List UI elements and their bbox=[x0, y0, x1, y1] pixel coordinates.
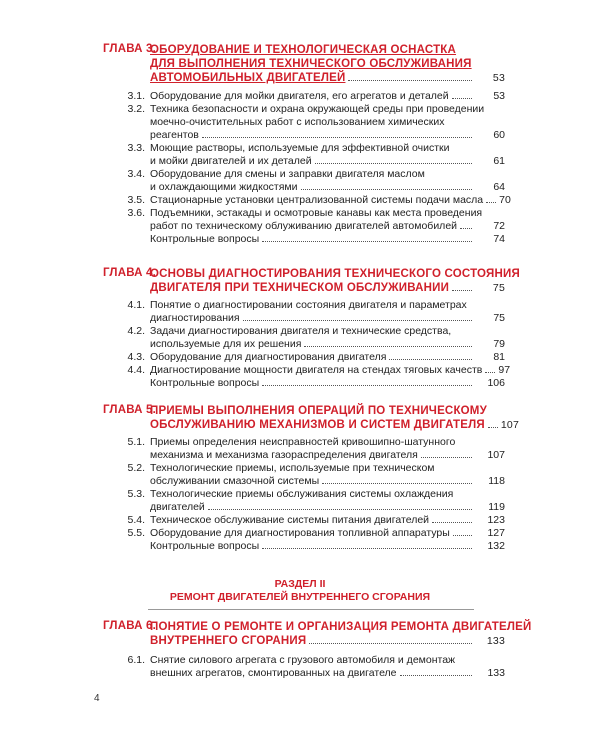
section-title bbox=[150, 90, 505, 103]
section-title bbox=[150, 103, 505, 142]
section-title-line bbox=[150, 377, 505, 390]
section-title-line bbox=[150, 233, 505, 246]
section-title bbox=[150, 364, 511, 377]
section-page-number: 75 bbox=[493, 312, 505, 325]
chapter-title-text: ДВИГАТЕЛЯ ПРИ ТЕХНИЧЕСКОМ ОБСЛУЖИВАНИИ bbox=[150, 282, 450, 295]
chapter-title bbox=[150, 43, 505, 86]
chapter-page-number: 53 bbox=[492, 72, 505, 85]
section-title-line bbox=[150, 193, 511, 207]
section-title-text: моечно-очистительных работ с использованием химических bbox=[150, 115, 445, 128]
section-page-number: 123 bbox=[487, 514, 505, 527]
leader-dots bbox=[243, 320, 472, 321]
section-number: 5.3. bbox=[127, 488, 145, 501]
section-page-number: 119 bbox=[488, 501, 505, 514]
section-title-text: Контрольные вопросы bbox=[150, 540, 260, 553]
leader-dots bbox=[486, 202, 496, 203]
leader-dots bbox=[262, 241, 472, 242]
section-title-line bbox=[150, 338, 505, 351]
leader-dots bbox=[315, 163, 472, 164]
leader-dots bbox=[452, 98, 472, 99]
section-title-text: Оборудование для диагностирования двигателя bbox=[150, 351, 387, 364]
section-title bbox=[150, 325, 505, 351]
section-title-line bbox=[150, 514, 505, 527]
section-title-line bbox=[150, 299, 505, 312]
section-title-line bbox=[150, 181, 505, 194]
leader-dots bbox=[304, 346, 472, 347]
section-title-text: Контрольные вопросы bbox=[150, 377, 260, 390]
section-title-line bbox=[150, 207, 505, 220]
chapter-title-text: ВНУТРЕННЕГО СГОРАНИЯ bbox=[150, 635, 307, 648]
chapter-page-number: 107 bbox=[500, 419, 520, 432]
section-title bbox=[150, 462, 505, 488]
leader-dots bbox=[301, 189, 473, 190]
section-title bbox=[150, 299, 505, 325]
section-title bbox=[150, 193, 511, 207]
section-title-line bbox=[150, 364, 511, 377]
leader-dots bbox=[432, 522, 472, 523]
section-number: 3.2. bbox=[127, 102, 145, 115]
section-title-text: Техника безопасности и охрана окружающей среды при проведении bbox=[150, 102, 485, 115]
leader-dots bbox=[485, 372, 495, 373]
section-number: 3.5. bbox=[127, 193, 145, 206]
part-divider bbox=[148, 609, 474, 610]
section-title bbox=[150, 142, 505, 168]
section-title-line bbox=[150, 142, 505, 155]
section-number: 6.1. bbox=[127, 654, 145, 667]
leader-dots bbox=[322, 483, 472, 484]
section-title-line bbox=[150, 540, 505, 553]
section-title-text: Оборудование для смены и заправки двигателя маслом bbox=[150, 167, 425, 180]
section-title-text: Диагностирование мощности двигателя на стендах тяговых качеств bbox=[150, 364, 483, 377]
section-title-line bbox=[150, 667, 505, 680]
section-title-text: используемые для их решения bbox=[150, 338, 302, 351]
chapter-title-line bbox=[150, 281, 505, 295]
section-title-line bbox=[150, 462, 505, 475]
leader-dots bbox=[309, 643, 472, 644]
section-title-line bbox=[150, 501, 505, 514]
section-number: 3.1. bbox=[127, 89, 145, 102]
section-title-line bbox=[150, 527, 505, 540]
section-title bbox=[150, 436, 505, 462]
section-title-text: Приемы определения неисправностей кривошипно-шатунного bbox=[150, 436, 456, 449]
section-page-number: 132 bbox=[487, 540, 505, 553]
section-page-number: 127 bbox=[487, 527, 505, 540]
section-title bbox=[150, 514, 505, 527]
chapter-title-text: ОБОРУДОВАНИЕ И ТЕХНОЛОГИЧЕСКАЯ ОСНАСТКА bbox=[150, 44, 457, 56]
leader-dots bbox=[453, 535, 472, 536]
section-title bbox=[150, 488, 505, 514]
chapter-title-line bbox=[150, 267, 520, 281]
section-title-text: внешних агрегатов, смонтированных на двигателе bbox=[150, 667, 397, 680]
chapter-title-line bbox=[150, 43, 505, 57]
section-number: 4.2. bbox=[127, 325, 145, 338]
section-number: 5.1. bbox=[127, 436, 145, 449]
leader-dots bbox=[262, 385, 472, 386]
section-title-line bbox=[150, 220, 505, 233]
section-title-text: Моющие растворы, используемые для эффективной очистки bbox=[150, 141, 450, 154]
section-page-number: 133 bbox=[487, 667, 505, 680]
section-title-text: обслуживании смазочной системы bbox=[150, 475, 320, 488]
section-title-line bbox=[150, 436, 505, 449]
leader-dots bbox=[208, 509, 472, 510]
chapter-label: ГЛАВА 5. bbox=[103, 404, 157, 416]
section-title-line bbox=[150, 155, 505, 168]
chapter-title-line bbox=[150, 634, 505, 648]
section-title-line bbox=[150, 168, 505, 181]
chapter-label: ГЛАВА 3. bbox=[103, 43, 157, 55]
section-title-text: реагентов bbox=[150, 128, 199, 141]
section-title-text: работ по техническому облуживанию двигателей автомобилей bbox=[150, 219, 458, 232]
chapter-title bbox=[150, 620, 532, 648]
section-number: 3.3. bbox=[127, 141, 145, 154]
section-title-line bbox=[150, 449, 505, 462]
section-page-number: 61 bbox=[493, 154, 505, 167]
section-title-text: диагностирования bbox=[150, 312, 240, 325]
section-title-text: Оборудование для мойки двигателя, его агрегатов и деталей bbox=[150, 89, 449, 102]
section-title-line bbox=[150, 103, 505, 116]
section-title-text: механизма и механизма газораспределения двигателя bbox=[150, 449, 418, 462]
chapter-title-text: ОСНОВЫ ДИАГНОСТИРОВАНИЯ ТЕХНИЧЕСКОГО СОСТОЯНИЯ bbox=[150, 268, 520, 280]
chapter-title-text: ПОНЯТИЕ О РЕМОНТЕ И ОРГАНИЗАЦИЯ РЕМОНТА ДВИГАТЕЛЕЙ bbox=[150, 621, 532, 633]
section-number: 5.2. bbox=[127, 462, 145, 475]
section-title-text: Техническое обслуживание системы питания двигателей bbox=[150, 514, 430, 527]
section-title-line bbox=[150, 488, 505, 501]
section-number: 5.4. bbox=[127, 514, 145, 527]
section-title-text: Контрольные вопросы bbox=[150, 232, 260, 245]
section-number: 4.1. bbox=[127, 299, 145, 312]
section-title-text: Снятие силового агрегата с грузового автомобиля и демонтаж bbox=[150, 654, 456, 667]
section-title-line bbox=[150, 351, 505, 364]
chapter-title bbox=[150, 404, 520, 432]
leader-dots bbox=[488, 427, 498, 428]
section-page-number: 79 bbox=[493, 338, 505, 351]
section-page-number: 97 bbox=[498, 364, 511, 377]
section-page-number: 118 bbox=[488, 475, 505, 488]
section-title bbox=[150, 207, 505, 233]
chapter-title-line bbox=[150, 620, 532, 634]
leader-dots bbox=[421, 457, 472, 458]
chapter-title-text: АВТОМОБИЛЬНЫХ ДВИГАТЕЛЕЙ bbox=[150, 72, 346, 85]
leader-dots bbox=[348, 80, 472, 81]
chapter-page-number: 75 bbox=[492, 282, 505, 295]
leader-dots bbox=[202, 137, 472, 138]
section-title-text: Понятие о диагностировании состояния двигателя и параметрах bbox=[150, 299, 467, 312]
section-title-line bbox=[150, 325, 505, 338]
chapter-title-line bbox=[150, 71, 505, 85]
chapter-page-number: 133 bbox=[486, 635, 505, 648]
section-title-text: Подъемники, эстакады и осмотровые канавы как места проведения bbox=[150, 206, 483, 219]
section-page-number: 53 bbox=[493, 89, 505, 102]
chapter-label: ГЛАВА 6. bbox=[103, 620, 157, 632]
chapter-title-text: ДЛЯ ВЫПОЛНЕНИЯ ТЕХНИЧЕСКОГО ОБСЛУЖИВАНИЯ bbox=[150, 58, 472, 71]
section-title-line bbox=[150, 129, 505, 142]
section-title-text: двигателей bbox=[150, 501, 205, 514]
section-page-number: 74 bbox=[493, 232, 505, 245]
section-title bbox=[150, 351, 505, 364]
section-number: 4.4. bbox=[127, 364, 145, 377]
section-page-number: 60 bbox=[493, 128, 505, 141]
leader-dots bbox=[452, 290, 472, 291]
section-title bbox=[150, 527, 505, 540]
chapter-title-text: ОБСЛУЖИВАНИЮ МЕХАНИЗМОВ И СИСТЕМ ДВИГАТЕЛЯ bbox=[150, 419, 485, 432]
section-number: 3.4. bbox=[127, 167, 145, 180]
section-title-line bbox=[150, 312, 505, 325]
section-title-line bbox=[150, 475, 505, 488]
section-page-number: 107 bbox=[487, 449, 505, 462]
leader-dots bbox=[262, 548, 472, 549]
section-title-text: Технологические приемы обслуживания системы охлаждения bbox=[150, 488, 454, 501]
section-title-text: Технологические приемы, используемые при техническом bbox=[150, 462, 435, 475]
chapter-title-text: ПРИЕМЫ ВЫПОЛНЕНИЯ ОПЕРАЦИЙ ПО ТЕХНИЧЕСКОМУ bbox=[150, 405, 487, 417]
section-page-number: 106 bbox=[487, 377, 505, 390]
chapter-title-line bbox=[150, 418, 520, 432]
section-title bbox=[150, 540, 505, 553]
section-number: 5.5. bbox=[127, 527, 145, 540]
part-heading: РАЗДЕЛ II bbox=[274, 578, 326, 590]
section-title-line bbox=[150, 90, 505, 103]
section-title bbox=[150, 168, 505, 194]
section-title bbox=[150, 377, 505, 390]
chapter-title-line bbox=[150, 404, 505, 418]
chapter-label: ГЛАВА 4. bbox=[103, 267, 157, 279]
section-title-text: Оборудование для диагностирования топливной аппаратуры bbox=[150, 527, 450, 540]
part-title: РЕМОНТ ДВИГАТЕЛЕЙ ВНУТРЕННЕГО СГОРАНИЯ bbox=[169, 591, 431, 603]
section-page-number: 81 bbox=[493, 351, 505, 364]
section-title-text: и мойки двигателей и их деталей bbox=[150, 154, 312, 167]
section-title-line bbox=[150, 116, 505, 129]
section-page-number: 72 bbox=[493, 219, 505, 232]
leader-dots bbox=[389, 359, 472, 360]
section-title bbox=[150, 654, 505, 680]
section-title-text: и охлаждающими жидкостями bbox=[150, 180, 298, 193]
chapter-title bbox=[150, 267, 520, 295]
section-title bbox=[150, 233, 505, 246]
page-number: 4 bbox=[94, 693, 100, 704]
section-page-number: 64 bbox=[493, 180, 505, 193]
leader-dots bbox=[400, 675, 472, 676]
section-page-number: 70 bbox=[499, 193, 511, 206]
section-number: 3.6. bbox=[127, 206, 145, 219]
section-title-text: Стационарные установки централизованной системы подачи масла bbox=[150, 193, 484, 206]
section-number: 4.3. bbox=[127, 351, 145, 364]
section-title-line bbox=[150, 654, 505, 667]
chapter-title-line bbox=[150, 57, 505, 71]
section-title-text: Задачи диагностирования двигателя и технические средства, bbox=[150, 325, 452, 338]
leader-dots bbox=[460, 228, 472, 229]
